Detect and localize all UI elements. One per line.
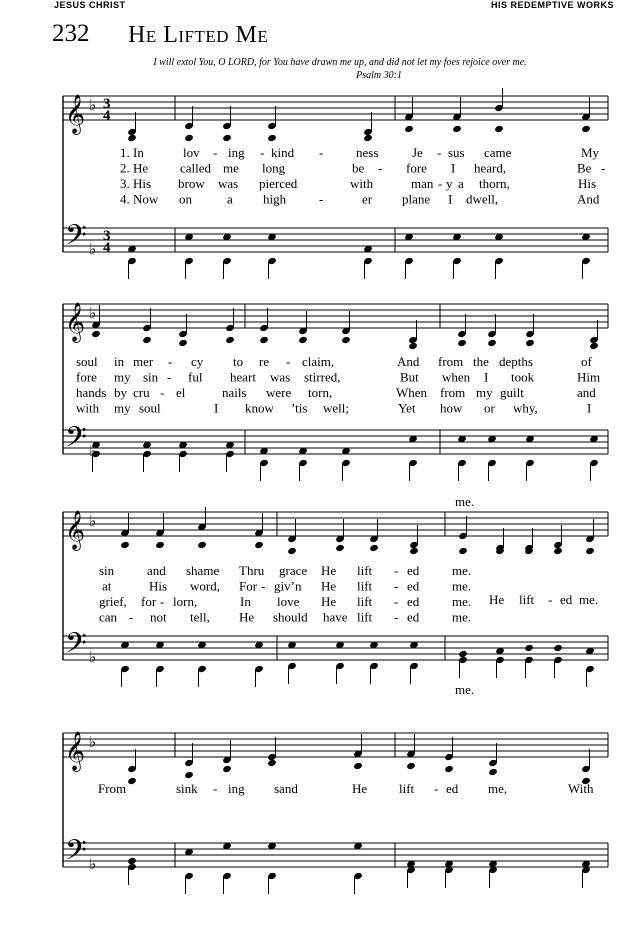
lyric-syllable: - [394, 563, 399, 578]
bass-clef-icon: 𝄢 [65, 221, 87, 258]
treble-note [452, 125, 462, 133]
lyric-syllable: were [266, 385, 292, 400]
lyric-syllable: should [273, 609, 308, 625]
lyric-syllable: - [213, 145, 218, 160]
lyric-syllable: a [458, 176, 464, 191]
hymn-number: 232 [52, 20, 90, 47]
lyric-syllable: from [438, 354, 464, 369]
lyric-syllable: stirred, [304, 369, 341, 385]
lyric-syllable: I [484, 369, 489, 385]
refrain-lyric: lift [519, 592, 535, 607]
lyric-syllable: man [411, 176, 434, 191]
music-system [63, 494, 608, 697]
lyric-syllable: - [437, 145, 442, 160]
treble-clef-icon: 𝄞 [65, 304, 86, 341]
time-signature-top: 3 [103, 96, 111, 112]
lyric-syllable: me [223, 160, 239, 176]
lyric-syllable: In [240, 594, 251, 609]
lyric-syllable: His [149, 578, 168, 594]
treble-note [222, 765, 232, 773]
lyric-syllable: me. [452, 594, 472, 609]
lyric-syllable: - [394, 578, 399, 594]
lyric-syllable: well; [323, 400, 349, 416]
lyric-syllable: why, [513, 400, 538, 416]
treble-note [91, 330, 101, 338]
lyric-syllable: He [352, 781, 368, 796]
lyric-syllable: heart [230, 369, 256, 385]
lyric-syllable: Je [412, 145, 423, 160]
treble-note [254, 541, 264, 549]
lyric-syllable: ness [356, 145, 379, 160]
treble-note [363, 134, 373, 142]
key-signature-flat-icon: ♭ [89, 857, 97, 873]
lyric-syllable: But [400, 369, 419, 385]
lyric-syllable: kind [271, 145, 295, 160]
lyric-syllable: guilt [500, 385, 524, 400]
lyric-syllable: be [352, 160, 365, 176]
lyric-syllable: re [259, 354, 270, 369]
lyric-syllable: - [261, 578, 266, 594]
lyric-syllable: grief, [99, 594, 127, 609]
key-signature-flat-icon: ♭ [89, 650, 97, 666]
refrain-lyric: He [489, 592, 505, 607]
lyric-syllable: depths [499, 354, 533, 369]
lyric-syllable: I [587, 400, 592, 416]
lyric-syllable: from [440, 385, 466, 400]
lyric-syllable: sus [448, 145, 465, 160]
treble-note [267, 134, 277, 142]
treble-note [127, 134, 137, 142]
lyric-syllable: Thru [239, 563, 265, 578]
bass-clef-icon: 𝄢 [65, 836, 87, 873]
treble-note [120, 541, 130, 549]
lyric-syllable: - [601, 160, 606, 176]
lyric-syllable: lift [357, 578, 373, 594]
treble-note [404, 125, 414, 133]
treble-note [406, 762, 416, 770]
lyric-syllable: Be [577, 160, 592, 176]
lyric-syllable: sin [143, 369, 159, 385]
lyric-syllable: called [180, 160, 212, 176]
lyric-syllable: - [213, 781, 218, 796]
lyric-syllable: me. [452, 563, 472, 578]
treble-note [457, 339, 467, 347]
lyric-syllable: - [167, 369, 172, 385]
lyric-syllable: And [577, 191, 600, 207]
time-signature-bottom: 4 [103, 108, 111, 124]
lyric-syllable: He [321, 594, 337, 609]
lyric-syllable: in [114, 354, 125, 369]
bass-clef-icon: 𝄢 [65, 423, 87, 460]
treble-note [184, 134, 194, 142]
lyric-syllable: el [176, 385, 186, 400]
treble-note [581, 125, 591, 133]
lyric-syllable: pierced [259, 176, 298, 191]
treble-note [184, 771, 194, 779]
lyric-syllable: ing [228, 781, 245, 796]
lyric-syllable: He [239, 609, 255, 625]
lyric-syllable: - [438, 176, 443, 191]
treble-note [225, 336, 235, 344]
lyric-syllable: me, [488, 781, 508, 796]
lyric-syllable: know [245, 400, 274, 416]
treble-note [525, 339, 535, 347]
lyric-syllable: ed [407, 578, 420, 594]
lyric-syllable: - [394, 609, 399, 625]
refrain-lyric: ed [560, 592, 573, 607]
lyric-syllable: With [568, 781, 594, 796]
lyric-syllable: was [218, 176, 239, 191]
lyric-syllable: - [168, 354, 173, 369]
lyric-syllable: - [319, 145, 324, 160]
time-signature-top: 3 [103, 228, 111, 244]
treble-note [369, 544, 379, 552]
lyric-syllable: I [451, 160, 456, 176]
lyric-syllable: brow [178, 176, 205, 191]
treble-note [287, 547, 297, 555]
lyric-syllable: He [321, 563, 337, 578]
treble-note [585, 547, 595, 555]
key-signature-flat-icon: ♭ [89, 242, 97, 258]
lyric-syllable: - [319, 191, 324, 207]
lyric-syllable: ’tis [291, 400, 308, 416]
treble-note [589, 342, 599, 350]
lyric-syllable: have [323, 609, 348, 625]
lyric-syllable: My [581, 145, 600, 160]
treble-note [458, 547, 468, 555]
treble-note [409, 547, 419, 555]
lyric-syllable: I [448, 191, 453, 207]
lyric-syllable: thorn, [479, 176, 510, 191]
lyric-syllable: plane [402, 191, 431, 207]
treble-note [341, 336, 351, 344]
treble-note [197, 541, 207, 549]
treble-note [222, 134, 232, 142]
key-signature-flat-icon: ♭ [89, 514, 97, 530]
lyric-syllable: ed [407, 563, 420, 578]
lyric-syllable: When [396, 385, 428, 400]
time-signature-bottom: 4 [103, 240, 111, 256]
lyric-syllable: Yet [398, 400, 416, 416]
lyric-syllable: sink [176, 781, 198, 796]
lyric-syllable: mer [133, 354, 154, 369]
lyric-syllable: 1. In [120, 145, 144, 160]
lyric-syllable: on [179, 191, 192, 207]
lyric-syllable: y [446, 176, 453, 191]
key-signature-flat-icon: ♭ [89, 98, 97, 114]
lyric-syllable: my [114, 400, 131, 416]
lyric-syllable: sin [99, 563, 115, 578]
lyric-syllable: - [434, 781, 439, 796]
lyric-syllable: and [577, 385, 596, 400]
lyric-syllable: how [440, 400, 463, 416]
lyric-syllable: of [581, 354, 592, 369]
treble-note [408, 342, 418, 350]
music-system [63, 304, 608, 481]
treble-note [335, 544, 345, 552]
lyric-syllable: For [239, 578, 258, 594]
lyric-syllable: Him [577, 369, 601, 385]
lyric-syllable: me. [452, 578, 472, 594]
lyric-syllable: er [362, 191, 373, 207]
lyric-syllable: I [214, 400, 219, 416]
lyric-syllable: with [76, 400, 100, 416]
lyric-syllable: to [233, 354, 244, 369]
lyric-syllable: cy [191, 354, 204, 369]
lyric-syllable: lift [357, 563, 373, 578]
bass-note [553, 644, 563, 652]
treble-note [298, 336, 308, 344]
category-header: HIS REDEMPTIVE WORKS [490, 0, 614, 10]
lyric-syllable: the [473, 354, 489, 369]
lyric-syllable: sand [274, 781, 298, 796]
treble-note [267, 759, 277, 767]
lyric-syllable: ful [188, 369, 203, 385]
treble-note [444, 765, 454, 773]
lyric-syllable: grace [279, 563, 308, 578]
music-system [63, 88, 608, 279]
lyric-syllable: my [476, 385, 493, 400]
lyric-syllable: or [484, 400, 495, 416]
lyric-syllable: torn, [308, 385, 333, 400]
lyric-syllable: lorn, [173, 594, 198, 609]
lyric-syllable: soul [76, 354, 98, 369]
lyric-syllable: me. [455, 494, 475, 509]
treble-note [155, 541, 165, 549]
lyric-syllable: my [114, 369, 131, 385]
lyric-syllable: love [277, 594, 300, 609]
lyric-syllable: lift [399, 781, 415, 796]
lyric-syllable: tell, [190, 609, 210, 625]
lyric-syllable: fore [406, 160, 427, 176]
lyric-syllable: - [129, 609, 134, 625]
lyric-syllable: a [227, 191, 233, 207]
treble-note [494, 125, 504, 133]
lyric-syllable: His [578, 176, 597, 191]
lyric-syllable: - [260, 145, 265, 160]
lyric-syllable: 4. Now [120, 191, 159, 207]
lyric-syllable: nails [222, 385, 247, 400]
lyric-syllable: lift [357, 609, 373, 625]
treble-note [178, 339, 188, 347]
lyric-syllable: - [160, 594, 165, 609]
lyric-syllable: ed [407, 594, 420, 609]
lyric-syllable: - [394, 594, 399, 609]
key-signature-flat-icon: ♭ [89, 444, 97, 460]
treble-note [353, 762, 363, 770]
lyric-syllable: 2. He [120, 160, 149, 176]
lyric-syllable: From [98, 781, 127, 796]
lyric-syllable: when [442, 369, 471, 385]
section-header: JESUS CHRIST [54, 0, 126, 10]
treble-note [127, 777, 137, 785]
scripture-epigraph: I will extol You, O LORD, for You have drawn me up, and did not let my foes rejoice over me. [153, 57, 527, 68]
treble-note [142, 336, 152, 344]
music-system [63, 733, 608, 894]
lyric-syllable: He [321, 578, 337, 594]
lyric-syllable: took [511, 369, 535, 385]
lyric-syllable: was [270, 369, 291, 385]
lyric-syllable: lift [357, 594, 373, 609]
lyric-syllable: with [350, 176, 374, 191]
refrain-lyric: - [548, 592, 553, 607]
lyric-syllable: me. [452, 609, 472, 625]
lyric-syllable: dwell, [466, 191, 499, 207]
lyric-syllable: - [378, 160, 383, 176]
treble-note [259, 336, 269, 344]
lyric-syllable: cru [133, 385, 150, 400]
lyric-syllable: ed [446, 781, 459, 796]
lyric-syllable: heard, [474, 160, 507, 176]
treble-clef-icon: 𝄞 [65, 96, 86, 133]
lyric-syllable: for [141, 594, 157, 609]
lyric-syllable: high [263, 191, 287, 207]
lyric-syllable: long [262, 160, 286, 176]
lyric-syllable: not [150, 609, 167, 625]
bass-clef-icon: 𝄢 [65, 629, 87, 666]
lyric-syllable: ing [228, 145, 245, 160]
lyric-syllable: ed [407, 609, 420, 625]
key-signature-flat-icon: ♭ [89, 306, 97, 322]
lyric-syllable: came [484, 145, 512, 160]
lyric-syllable: shame [186, 563, 220, 578]
lyric-syllable: 3. His [120, 176, 152, 191]
treble-note [553, 547, 563, 555]
lyric-syllable: and [147, 563, 166, 578]
lyric-syllable: hands [76, 385, 107, 400]
treble-clef-icon: 𝄞 [65, 512, 86, 549]
lyric-syllable: word, [190, 578, 220, 594]
lyric-syllable: at [102, 578, 112, 594]
lyric-syllable: And [397, 354, 420, 369]
treble-clef-icon: 𝄞 [65, 733, 86, 770]
lyric-syllable: claim, [302, 354, 335, 369]
treble-note [487, 339, 497, 347]
refrain-lyric: me. [579, 592, 599, 607]
lyric-syllable: by [114, 385, 127, 400]
lyric-syllable: lov [183, 145, 200, 160]
lyric-syllable: can [99, 609, 118, 625]
lyric-syllable: - [160, 385, 165, 400]
hymn-title: He Lifted Me [128, 22, 269, 48]
lyric-syllable: - [286, 354, 291, 369]
treble-note [488, 768, 498, 776]
key-signature-flat-icon: ♭ [89, 735, 97, 751]
lyric-syllable: fore [76, 369, 97, 385]
lyric-syllable: soul [139, 400, 161, 416]
bass-note [524, 644, 534, 652]
lyric-syllable: me. [455, 682, 475, 697]
scripture-citation: Psalm 30:1 [356, 70, 402, 81]
lyric-syllable: giv’n [274, 578, 302, 594]
